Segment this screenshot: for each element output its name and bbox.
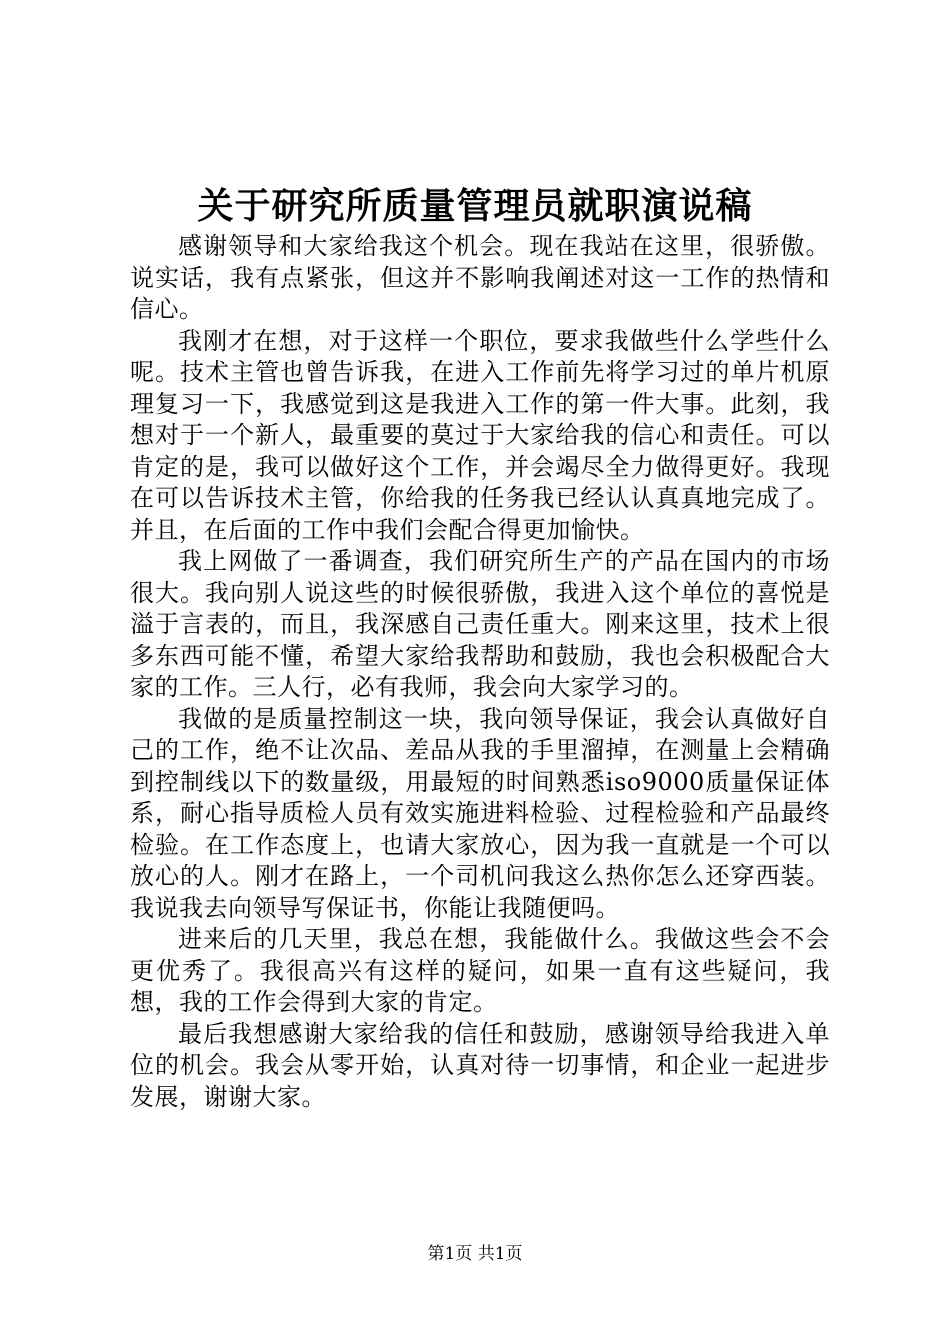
paragraph: 进来后的几天里，我总在想，我能做什么。我做这些会不会更优秀了。我很高兴有这样的疑问，如果一直有这些疑问，我想，我的工作会得到大家的肯定。 xyxy=(130,925,830,1016)
paragraph: 我做的是质量控制这一块，我向领导保证，我会认真做好自己的工作，绝不让次品、差品从我的手里溜掉，在测量上会精确到控制线以下的数量级，用最短的时间熟悉iso9000质量保证体系，耐心指导质检人员有效实施进料检验、过程检验和产品最终检验。在工作态度上，也请大家放心，因为我一直就是一个可以放心的人。刚才在路上，一个司机问我这么热你怎么还穿西装。我说我去向领导写保证书，你能让我随便吗。 xyxy=(130,704,830,922)
paragraph: 我上网做了一番调查，我们研究所生产的产品在国内的市场很大。我向别人说这些的时候很骄傲，我进入这个单位的喜悦是溢于言表的，而且，我深感自己责任重大。刚来这里，技术上很多东西可能不懂，希望大家给我帮助和鼓励，我也会积极配合大家的工作。三人行，必有我师，我会向大家学习的。 xyxy=(130,547,830,701)
paragraph: 最后我想感谢大家给我的信任和鼓励，感谢领导给我进入单位的机会。我会从零开始，认真对待一切事情，和企业一起进步发展，谢谢大家。 xyxy=(130,1019,830,1111)
document-body xyxy=(130,231,830,1113)
document-title: 关于研究所质量管理员就职演说稿 xyxy=(197,185,753,227)
paragraph: 感谢领导和大家给我这个机会。现在我站在这里，很骄傲。说实话，我有点紧张，但这并不影响我阐述对这一工作的热情和信心。 xyxy=(130,232,830,323)
page-footer: 第1页 共1页 xyxy=(427,1244,523,1264)
paragraph: 我刚才在想，对于这样一个职位，要求我做些什么学些什么呢。技术主管也曾告诉我，在进入工作前先将学习过的单片机原理复习一下，我感觉到这是我进入工作的第一件大事。此刻，我想对于一个新人，最重要的莫过于大家给我的信心和责任。可以肯定的是，我可以做好这个工作，并会竭尽全力做得更好。我现在可以告诉技术主管，你给我的任务我已经认认真真地完成了。并且，在后面的工作中我们会配合得更加愉快。 xyxy=(130,326,830,544)
